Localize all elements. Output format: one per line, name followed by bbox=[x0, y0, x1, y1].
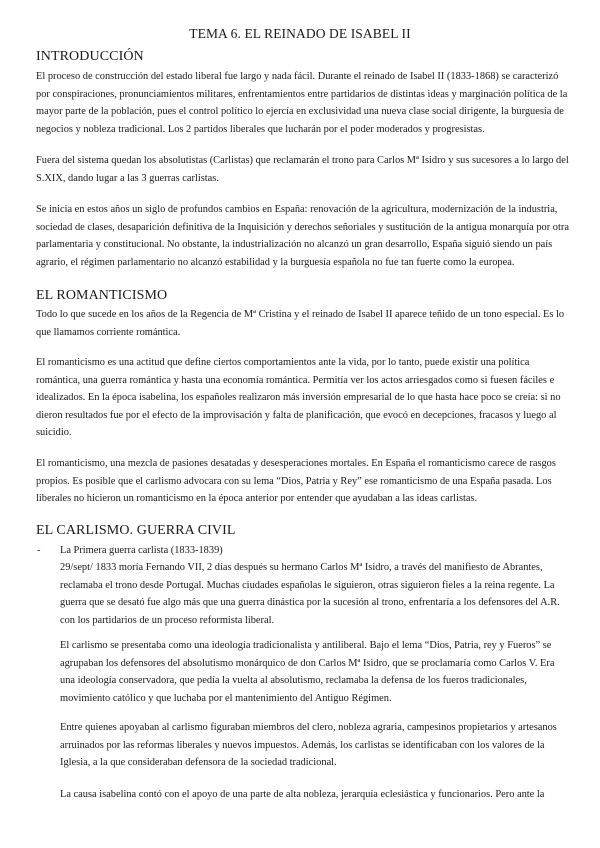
paragraph-intro-2: Fuera del sistema quedan los absolutistas (Carlistas) que reclamarán el trono para Carlos Mª Isidro y sus sucesores a lo largo del S.XIX, dando lugar a las 3 guerras carlistas. bbox=[36, 155, 569, 184]
paragraph-carlismo-4: La causa isabelina contó con el apoyo de una parte de alta nobleza, jerarquía eclesiástica y funcionarios. Pero ante la bbox=[60, 789, 545, 800]
paragraph-romanticismo-1: Todo lo que sucede en los años de la Regencia de Mª Cristina y el reinado de Isabel II aparece teñido de un tono especial. Es lo que llamamos corriente romántica. bbox=[36, 309, 565, 338]
paragraph-romanticismo-2: El romanticismo es una actitud que define ciertos comportamientos ante la vida, por lo tanto, puede existir una política romántica, una guerra romántica y hasta una economía romántica. Permitía ver los actos arriesgados como si fuesen fáciles e idealizados. En la época isabelina, los españoles realizaron más inversión empresarial de lo que hasta hace poco se creía: si no dieron resultados fue por el efecto de la improvisación y falta de planificación, que evocó en decepciones, fracasos y luego al suicidio. bbox=[36, 357, 561, 438]
paragraph-romanticismo-3: El romanticismo, una mezcla de pasiones desatadas y desesperaciones mortales. En España el romanticismo carece de rasgos propios. Es posible que el carlismo advocara con su lema “Dios, Patria y Rey” ese romanticismo de una España pasada. Los liberales no hicieron un romanticismo en la época anterior por entender que ayudaban a las ideas carlistas. bbox=[36, 458, 556, 504]
paragraph-carlismo-2: El carlismo se presentaba como una ideología tradicionalista y antiliberal. Bajo el lema “Dios, Patria, rey y Fueros” se agrupaban los defensores del absolutismo monárquico de don Carlos Mª Isidro, que se proclamaría como Carlos V. Era una ideología conservadora, que pedía la vuelta al absolutismo, reclamaba la defensa de los fueros tradicionales, movimiento católico y que luchaba por el mantenimiento del Antiguo Régimen. bbox=[60, 640, 555, 704]
page-title: TEMA 6. EL REINADO DE ISABEL II bbox=[189, 26, 411, 41]
paragraph-intro-1: El proceso de construcción del estado liberal fue largo y nada fácil. Durante el reinado de Isabel II (1833-1868) se caracterizó por conspiraciones, pronunciamientos militares, enfrentamientos entre partidarios de distintas ideas y marginación política de la mayor parte de la población, pues el control político lo ejercía en exclusividad una nueva clase social dirigente, la burguesía de negocios y nobleza tradicional. Los 2 partidos liberales que lucharán por el poder moderados y progresistas. bbox=[36, 71, 568, 135]
list-bullet: - bbox=[37, 545, 41, 556]
paragraph-intro-3: Se inicia en estos años un siglo de profundos cambios en España: renovación de la agricultura, modernización de la industria, sociedad de clases, desaparición definitiva de la Inquisición y derechos señoriales y sustitución de la antigua monarquía por otra parlamentaria y constitucional. No obstante, la industrialización no alcanzó un gran desarrollo, España siguió siendo un país agrario, el régimen parlamentario no alcanzó estabilidad y la burguesía española no fue tan fuerte como la europea. bbox=[36, 204, 569, 268]
heading-introduccion: INTRODUCCIÓN bbox=[36, 49, 144, 64]
paragraph-carlismo-1: 29/sept/ 1833 moría Fernando VII, 2 días después su hermano Carlos Mª Isidro, a través del manifiesto de Abrantes, reclamaba el trono desde Portugal. Muchas ciudades españolas le siguieron, otras siguieron fieles a la reina regente. La guerra que se desató fue algo más que una guerra dinástica por la sucesión al trono, enfrentaría a los defensores del A.R. con los partidarios de un proceso reformista liberal. bbox=[60, 562, 560, 626]
list-item-title: La Primera guerra carlista (1833-1839) bbox=[60, 545, 223, 556]
heading-romanticismo: EL ROMANTICISMO bbox=[36, 288, 168, 303]
paragraph-carlismo-3: Entre quienes apoyaban al carlismo figuraban miembros del clero, nobleza agraria, campesinos propietarios y artesanos arruinados por las reformas liberales y nuevos impuestos. Además, los carlistas se identificaban con los valores de la Iglesia, a la que consideraban defensora de la sociedad tradicional. bbox=[60, 722, 557, 768]
heading-carlismo: EL CARLISMO. GUERRA CIVIL bbox=[36, 523, 236, 538]
